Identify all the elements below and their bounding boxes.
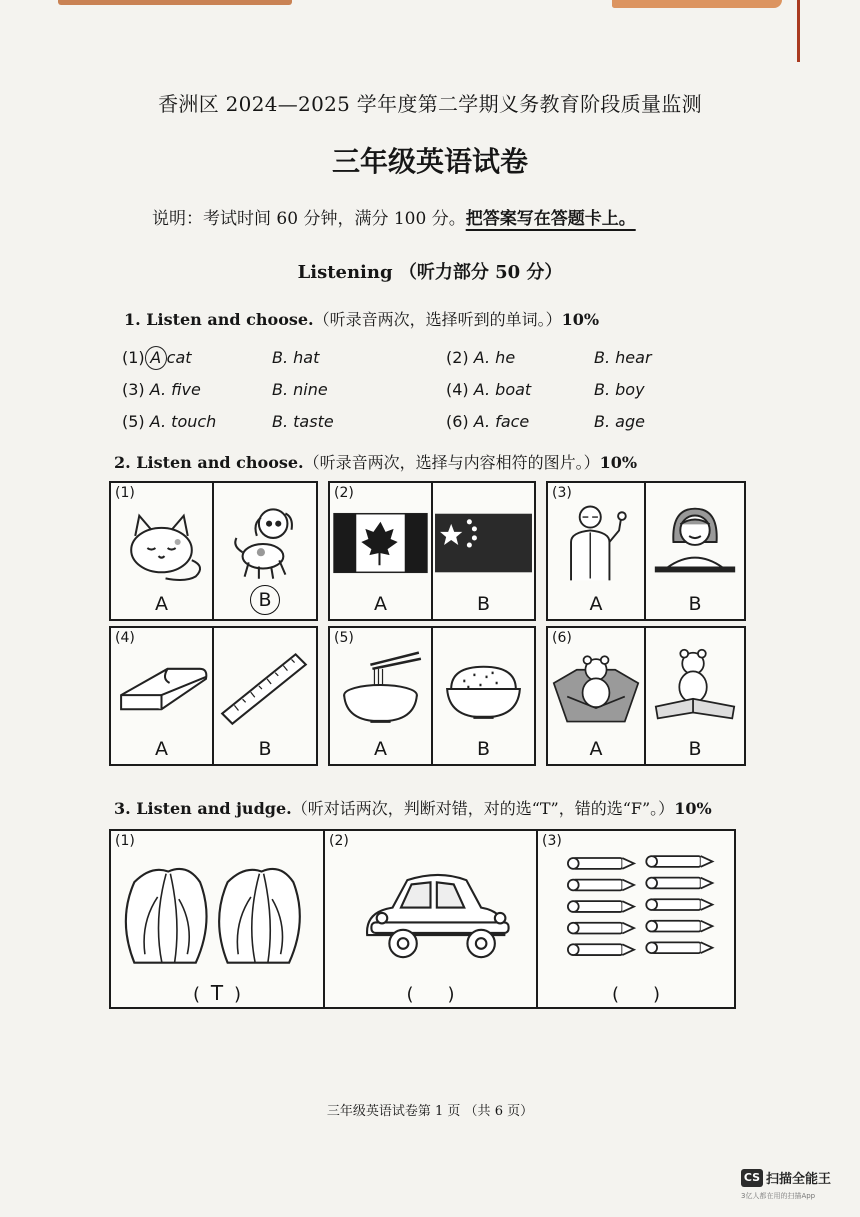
q2-panel-1 <box>109 481 318 621</box>
man-waving-icon <box>548 499 644 585</box>
q2-panel-3-num: (3) <box>552 485 572 501</box>
q3-title-text: 3. Listen and judge. <box>114 799 292 818</box>
q1-item-4-option-b: B. boy <box>594 380 645 399</box>
q2-panel-3-option-b[interactable] <box>646 483 744 619</box>
q2-panel-4 <box>109 626 318 766</box>
q1-item-4-a: A. boat <box>473 380 532 399</box>
q2-panel-1-num: (1) <box>115 485 135 501</box>
q2-panel-1-answer-circle: B <box>250 585 280 615</box>
q2-panel-6-label-a: A <box>589 738 603 760</box>
brand-tagline: 3亿人都在用的扫描App <box>741 1192 816 1200</box>
q2-points: 10% <box>599 453 638 472</box>
q1-item-1-option-a <box>122 346 192 370</box>
q3-item-2-open: ( <box>406 984 414 1005</box>
q2-panel-6-label-b: B <box>688 738 702 760</box>
q3-item-1-answer-slot <box>111 981 323 1005</box>
q3-item-3-num: (3) <box>542 833 562 849</box>
q1-item-1-num: (1) <box>122 348 145 367</box>
q2-panel-2 <box>328 481 536 621</box>
noodles-icon <box>330 644 431 730</box>
canada-flag-icon <box>330 499 431 585</box>
q2-panel-5-option-b[interactable] <box>433 628 534 764</box>
q3-item-1-open: ( <box>192 984 200 1005</box>
q2-panel-5 <box>328 626 536 766</box>
rice-icon <box>433 644 534 730</box>
q2-title-text: 2. Listen and choose. <box>114 453 304 472</box>
q1-item-2-a: A. he <box>473 348 516 367</box>
q1-instruction: （听录音两次，选择听到的单词。） <box>313 310 562 329</box>
camscanner-logo-icon: CS <box>741 1169 763 1187</box>
q1-item-1-a-word: cat <box>166 348 192 367</box>
car-icon <box>325 853 536 977</box>
q1-points: 10% <box>561 310 600 329</box>
q3-panel <box>109 829 736 1009</box>
q1-item-1-option-b: B. hat <box>272 348 320 367</box>
q2-panel-5-label-a: A <box>374 738 387 760</box>
q2-panel-6-option-a[interactable] <box>548 628 646 764</box>
q2-panel-4-label-a: A <box>155 738 168 760</box>
exam-title: 香洲区 2024—2025 学年度第二学期义务教育阶段质量监测 <box>158 92 702 116</box>
q1-item-2-option-a <box>446 348 515 367</box>
q2-instruction: （听录音两次，选择与内容相符的图片。） <box>303 453 600 472</box>
q1-item-5-num: (5) <box>122 412 145 431</box>
q3-item-1-answer: T <box>210 981 224 1005</box>
q3-points: 10% <box>674 799 712 818</box>
q3-instruction: （听对话两次，判断对错，对的选“T”，错的选“F”。） <box>291 799 675 818</box>
q2-panel-1-option-b[interactable] <box>214 483 316 619</box>
eraser-icon <box>111 644 212 730</box>
q2-panel-6-num: (6) <box>552 630 572 646</box>
q3-item-2[interactable] <box>325 831 538 1007</box>
q2-panel-1-option-a[interactable] <box>111 483 214 619</box>
q1-item-5-option-b: B. taste <box>272 412 334 431</box>
q1-item-5-a: A. touch <box>149 412 217 431</box>
dog-icon <box>214 499 316 585</box>
instructions-emphasis: 把答案写在答题卡上。 <box>465 209 636 229</box>
q1-item-3-num: (3) <box>122 380 145 399</box>
q2-panel-3 <box>546 481 746 621</box>
q2-panel-6-option-b[interactable] <box>646 628 744 764</box>
china-flag-icon <box>433 499 534 585</box>
q3-item-3-open: ( <box>611 984 619 1005</box>
q1-title-text: 1. Listen and choose. <box>124 310 314 329</box>
q3-item-3-answer-slot <box>538 984 734 1005</box>
q2-panel-5-num: (5) <box>334 630 354 646</box>
ruler-icon <box>214 644 316 730</box>
q3-item-3[interactable] <box>538 831 734 1007</box>
page-footer: 三年级英语试卷第 1 页 （共 6 页） <box>326 1104 534 1119</box>
q3-item-1[interactable] <box>111 831 325 1007</box>
q1-item-2-num: (2) <box>446 348 469 367</box>
q2-panel-2-label-a: A <box>374 593 387 615</box>
q2-panel-1-label-a: A <box>155 593 168 615</box>
q3-item-2-answer-slot <box>325 984 536 1005</box>
q2-panel-3-label-b: B <box>688 593 702 615</box>
subject-title: 三年级英语试卷 <box>331 145 528 178</box>
q2-panel-1-label-b <box>214 585 316 615</box>
q2-panel-2-option-b[interactable] <box>433 483 534 619</box>
exam-instructions <box>152 204 636 229</box>
pencils-icon <box>538 841 734 977</box>
bear-in-box-icon <box>548 644 644 730</box>
bear-on-book-icon <box>646 644 744 730</box>
q1-item-4-option-a <box>446 380 531 399</box>
q2-panel-5-option-a[interactable] <box>330 628 433 764</box>
cat-icon <box>111 499 212 585</box>
q2-panel-3-label-a: A <box>589 593 603 615</box>
page-edge-mark <box>797 0 800 62</box>
q2-title <box>114 450 637 473</box>
scanner-watermark <box>741 1167 832 1200</box>
q3-item-2-num: (2) <box>329 833 349 849</box>
q3-item-2-close: ) <box>447 984 455 1005</box>
q2-panel-5-label-b: B <box>476 738 491 760</box>
q1-item-3-option-b: B. nine <box>272 380 328 399</box>
q2-panel-4-option-b[interactable] <box>214 628 316 764</box>
q1-item-6-option-b: B. age <box>594 412 645 431</box>
q1-item-4-num: (4) <box>446 380 469 399</box>
instructions-text: 说明：考试时间 60 分钟，满分 100 分。 <box>152 209 466 229</box>
cabbage-icon <box>111 853 323 977</box>
q3-title <box>114 796 712 819</box>
q1-item-6-option-a <box>446 412 529 431</box>
girl-icon <box>646 499 744 585</box>
q2-panel-2-label-b: B <box>476 593 491 615</box>
q2-panel-6 <box>546 626 746 766</box>
q3-item-1-close: ) <box>234 984 242 1005</box>
q2-panel-2-option-a[interactable] <box>330 483 433 619</box>
q1-item-6-num: (6) <box>446 412 469 431</box>
q1-item-3-a: A. five <box>149 380 201 399</box>
q3-item-3-close: ) <box>653 984 661 1005</box>
q1-item-1-answer-circle: A <box>145 346 167 370</box>
q1-item-2-option-b: B. hear <box>594 348 652 367</box>
q1-item-6-a: A. face <box>473 412 530 431</box>
listening-heading: Listening （听力部分 50 分） <box>297 262 563 283</box>
q1-item-5-option-a <box>122 412 216 431</box>
q3-item-1-num: (1) <box>115 833 135 849</box>
q2-panel-3-option-a[interactable] <box>548 483 646 619</box>
brand-name: 扫描全能王 <box>766 1172 832 1187</box>
q2-panel-2-num: (2) <box>334 485 354 501</box>
top-edge-shadow-right <box>612 0 782 8</box>
q2-panel-4-option-a[interactable] <box>111 628 214 764</box>
top-edge-shadow-left <box>58 0 292 5</box>
q1-title <box>124 307 599 330</box>
q2-panel-4-num: (4) <box>115 630 135 646</box>
q1-item-3-option-a <box>122 380 201 399</box>
q2-panel-4-label-b: B <box>258 738 272 760</box>
